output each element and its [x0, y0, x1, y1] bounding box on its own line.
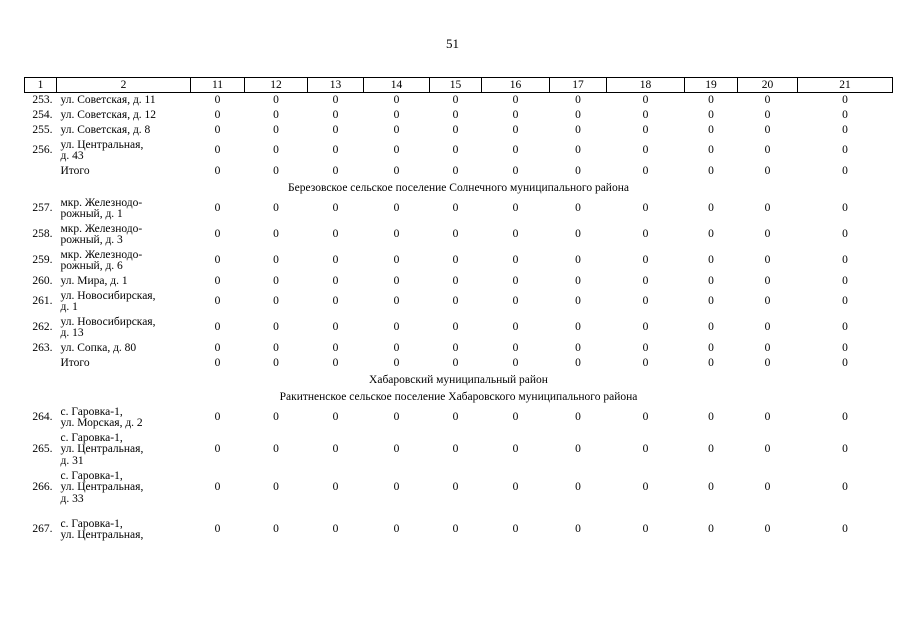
- value-cell: 0: [273, 481, 279, 494]
- value-cell: 0: [214, 321, 221, 334]
- value-cell: 0: [575, 274, 581, 287]
- value-cell: 0: [214, 123, 221, 136]
- value-cell: 0: [842, 411, 848, 424]
- data-table: [24, 77, 893, 553]
- value-cell: 0: [452, 481, 459, 494]
- value-cell: 0: [708, 93, 714, 106]
- address-cell: ул. Советская, д. 8: [60, 123, 151, 136]
- value-cell: 0: [764, 411, 771, 424]
- value-cell: 0: [214, 295, 221, 308]
- table-row: [25, 93, 893, 109]
- value-cell: 0: [214, 202, 221, 215]
- row-number: 265.: [32, 443, 53, 456]
- value-cell: 0: [642, 411, 649, 424]
- table-row: [25, 405, 893, 431]
- value-cell: 0: [452, 202, 459, 215]
- column-header: 15: [430, 78, 482, 93]
- value-cell: 0: [332, 123, 339, 136]
- row-number: 258.: [32, 228, 53, 241]
- value-cell: 0: [764, 202, 771, 215]
- value-cell: 0: [708, 228, 714, 241]
- value-cell: 0: [642, 443, 649, 456]
- section-heading-row: [25, 179, 893, 196]
- value-cell: 0: [708, 123, 714, 136]
- value-cell: 0: [332, 356, 339, 369]
- value-cell: 0: [214, 254, 221, 267]
- value-cell: 0: [512, 164, 519, 177]
- table-header: [25, 78, 893, 93]
- value-cell: 0: [708, 202, 714, 215]
- value-cell: 0: [842, 123, 848, 136]
- table-row: [25, 469, 893, 507]
- value-cell: 0: [842, 93, 848, 106]
- value-cell: 0: [452, 341, 459, 354]
- value-cell: 0: [273, 411, 279, 424]
- value-cell: 0: [273, 93, 279, 106]
- value-cell: 0: [575, 481, 581, 494]
- value-cell: 0: [332, 411, 339, 424]
- value-cell: 0: [512, 123, 519, 136]
- value-cell: 0: [332, 443, 339, 456]
- table-row: [25, 222, 893, 248]
- table-row: [25, 248, 893, 274]
- value-cell: 0: [764, 274, 771, 287]
- value-cell: 0: [393, 341, 400, 354]
- value-cell: 0: [393, 228, 400, 241]
- row-number: 257.: [32, 202, 53, 215]
- value-cell: 0: [642, 228, 649, 241]
- value-cell: 0: [332, 254, 339, 267]
- value-cell: 0: [575, 202, 581, 215]
- address-cell: Итого: [60, 356, 90, 369]
- value-cell: 0: [273, 341, 279, 354]
- value-cell: 0: [512, 321, 519, 334]
- column-header: 13: [308, 78, 364, 93]
- value-cell: 0: [842, 228, 848, 241]
- value-cell: 0: [393, 411, 400, 424]
- value-cell: 0: [842, 108, 848, 121]
- value-cell: 0: [764, 93, 771, 106]
- value-cell: 0: [452, 523, 459, 536]
- value-cell: 0: [452, 164, 459, 177]
- row-number: 267.: [32, 523, 53, 536]
- value-cell: 0: [642, 144, 649, 157]
- value-cell: 0: [452, 254, 459, 267]
- value-cell: 0: [452, 411, 459, 424]
- value-cell: 0: [764, 341, 771, 354]
- value-cell: 0: [452, 321, 459, 334]
- value-cell: 0: [764, 228, 771, 241]
- value-cell: 0: [393, 321, 400, 334]
- value-cell: 0: [575, 356, 581, 369]
- row-number: 255.: [32, 123, 53, 136]
- value-cell: 0: [642, 295, 649, 308]
- column-header: 19: [685, 78, 738, 93]
- table-row: [25, 341, 893, 356]
- value-cell: 0: [512, 443, 519, 456]
- column-header: 21: [798, 78, 893, 93]
- row-number: [25, 164, 57, 179]
- row-number: 253.: [32, 93, 53, 106]
- value-cell: 0: [393, 144, 400, 157]
- address-cell: с. Гаровка-1, ул. Центральная, д. 31: [60, 431, 144, 467]
- value-cell: 0: [642, 523, 649, 536]
- value-cell: 0: [842, 202, 848, 215]
- value-cell: 0: [842, 295, 848, 308]
- value-cell: 0: [642, 93, 649, 106]
- value-cell: 0: [214, 274, 221, 287]
- value-cell: 0: [452, 144, 459, 157]
- value-cell: 0: [393, 123, 400, 136]
- value-cell: 0: [708, 443, 714, 456]
- value-cell: 0: [764, 108, 771, 121]
- column-header: 1: [25, 78, 57, 93]
- value-cell: 0: [764, 164, 771, 177]
- value-cell: 0: [708, 481, 714, 494]
- address-cell: ул. Мира, д. 1: [60, 274, 128, 287]
- value-cell: 0: [273, 144, 279, 157]
- value-cell: 0: [842, 356, 848, 369]
- value-cell: 0: [764, 123, 771, 136]
- column-header: 16: [482, 78, 550, 93]
- value-cell: 0: [452, 93, 459, 106]
- value-cell: 0: [575, 523, 581, 536]
- value-cell: 0: [393, 93, 400, 106]
- value-cell: 0: [393, 108, 400, 121]
- row-number: 262.: [32, 321, 53, 334]
- value-cell: 0: [273, 321, 279, 334]
- value-cell: 0: [512, 295, 519, 308]
- value-cell: 0: [642, 356, 649, 369]
- value-cell: 0: [393, 443, 400, 456]
- section-heading: Ракитненское сельское поселение Хабаровского муниципального района: [279, 390, 638, 403]
- table-row: [25, 138, 893, 164]
- value-cell: 0: [575, 228, 581, 241]
- value-cell: 0: [764, 295, 771, 308]
- table-row: [25, 108, 893, 123]
- value-cell: 0: [708, 274, 714, 287]
- column-header: 12: [245, 78, 308, 93]
- value-cell: 0: [642, 321, 649, 334]
- value-cell: 0: [512, 481, 519, 494]
- value-cell: 0: [575, 443, 581, 456]
- value-cell: 0: [708, 341, 714, 354]
- row-number: 256.: [32, 144, 53, 157]
- value-cell: 0: [273, 254, 279, 267]
- row-number: 259.: [32, 254, 53, 267]
- value-cell: 0: [764, 144, 771, 157]
- address-cell: мкр. Железнодо- рожный, д. 6: [60, 248, 143, 272]
- value-cell: 0: [764, 321, 771, 334]
- value-cell: 0: [452, 443, 459, 456]
- value-cell: 0: [642, 108, 649, 121]
- value-cell: 0: [512, 202, 519, 215]
- value-cell: 0: [273, 274, 279, 287]
- value-cell: 0: [332, 274, 339, 287]
- value-cell: 0: [452, 356, 459, 369]
- value-cell: 0: [708, 164, 714, 177]
- page-number: 51: [446, 36, 459, 51]
- column-header: 20: [738, 78, 798, 93]
- value-cell: 0: [214, 108, 221, 121]
- value-cell: 0: [708, 523, 714, 536]
- value-cell: 0: [642, 123, 649, 136]
- total-row: [25, 356, 893, 371]
- row-number: 260.: [32, 274, 53, 287]
- column-header: 18: [607, 78, 685, 93]
- value-cell: 0: [452, 295, 459, 308]
- value-cell: 0: [642, 341, 649, 354]
- value-cell: 0: [273, 443, 279, 456]
- value-cell: 0: [393, 481, 400, 494]
- value-cell: 0: [575, 411, 581, 424]
- value-cell: 0: [452, 108, 459, 121]
- value-cell: 0: [214, 443, 221, 456]
- value-cell: 0: [842, 254, 848, 267]
- value-cell: 0: [332, 202, 339, 215]
- value-cell: 0: [842, 144, 848, 157]
- value-cell: 0: [393, 295, 400, 308]
- value-cell: 0: [708, 144, 714, 157]
- table-row: [25, 289, 893, 315]
- address-cell: мкр. Железнодо- рожный, д. 3: [60, 222, 143, 246]
- value-cell: 0: [214, 411, 221, 424]
- value-cell: 0: [273, 295, 279, 308]
- column-header: 17: [550, 78, 607, 93]
- value-cell: 0: [393, 254, 400, 267]
- value-cell: 0: [273, 523, 279, 536]
- section-heading-row: [25, 371, 893, 388]
- section-heading: Хабаровский муниципальный район: [369, 373, 548, 386]
- value-cell: 0: [214, 341, 221, 354]
- value-cell: 0: [708, 108, 714, 121]
- address-cell: с. Гаровка-1, ул. Центральная,: [60, 517, 144, 541]
- table-row: [25, 274, 893, 289]
- value-cell: 0: [273, 108, 279, 121]
- value-cell: 0: [332, 144, 339, 157]
- row-number: 266.: [32, 481, 53, 494]
- row-number: [25, 356, 57, 371]
- row-number: 264.: [32, 411, 53, 424]
- value-cell: 0: [393, 523, 400, 536]
- table-row: [25, 315, 893, 341]
- value-cell: 0: [708, 254, 714, 267]
- value-cell: 0: [642, 481, 649, 494]
- value-cell: 0: [332, 341, 339, 354]
- value-cell: 0: [708, 321, 714, 334]
- value-cell: 0: [214, 523, 221, 536]
- address-cell: ул. Новосибирская, д. 13: [60, 315, 156, 339]
- value-cell: 0: [642, 274, 649, 287]
- table-body: [25, 93, 893, 554]
- value-cell: 0: [575, 123, 581, 136]
- row-number: 263.: [32, 341, 53, 354]
- value-cell: 0: [708, 411, 714, 424]
- value-cell: 0: [512, 108, 519, 121]
- value-cell: 0: [764, 443, 771, 456]
- value-cell: 0: [575, 144, 581, 157]
- column-header: 14: [364, 78, 430, 93]
- value-cell: 0: [842, 341, 848, 354]
- value-cell: 0: [512, 93, 519, 106]
- value-cell: 0: [575, 254, 581, 267]
- value-cell: 0: [273, 202, 279, 215]
- address-cell: с. Гаровка-1, ул. Центральная, д. 33: [60, 469, 144, 505]
- value-cell: 0: [512, 356, 519, 369]
- value-cell: 0: [393, 202, 400, 215]
- value-cell: 0: [642, 164, 649, 177]
- value-cell: 0: [273, 123, 279, 136]
- value-cell: 0: [764, 356, 771, 369]
- value-cell: 0: [332, 164, 339, 177]
- address-cell: мкр. Железнодо- рожный, д. 1: [60, 196, 143, 220]
- value-cell: 0: [332, 523, 339, 536]
- value-cell: 0: [512, 523, 519, 536]
- value-cell: 0: [842, 443, 848, 456]
- value-cell: 0: [642, 202, 649, 215]
- address-cell: с. Гаровка-1, ул. Морская, д. 2: [60, 405, 143, 429]
- value-cell: 0: [332, 93, 339, 106]
- value-cell: 0: [214, 356, 221, 369]
- section-heading: Березовское сельское поселение Солнечного муниципального района: [288, 181, 629, 194]
- column-header: 2: [57, 78, 191, 93]
- value-cell: 0: [393, 164, 400, 177]
- address-cell: ул. Советская, д. 12: [60, 108, 157, 121]
- row-number: 261.: [32, 295, 53, 308]
- row-number: 254.: [32, 108, 53, 121]
- total-row: [25, 164, 893, 179]
- value-cell: 0: [452, 123, 459, 136]
- value-cell: 0: [332, 108, 339, 121]
- address-cell: ул. Новосибирская, д. 1: [60, 289, 156, 313]
- value-cell: 0: [575, 295, 581, 308]
- value-cell: 0: [575, 321, 581, 334]
- value-cell: 0: [273, 228, 279, 241]
- value-cell: 0: [214, 144, 221, 157]
- address-cell: Итого: [60, 164, 90, 177]
- value-cell: 0: [575, 341, 581, 354]
- value-cell: 0: [332, 321, 339, 334]
- value-cell: 0: [575, 164, 581, 177]
- value-cell: 0: [452, 274, 459, 287]
- value-cell: 0: [214, 164, 221, 177]
- column-header: 11: [191, 78, 245, 93]
- value-cell: 0: [273, 164, 279, 177]
- value-cell: 0: [512, 411, 519, 424]
- address-cell: ул. Сопка, д. 80: [60, 341, 137, 354]
- value-cell: 0: [512, 228, 519, 241]
- value-cell: 0: [842, 321, 848, 334]
- value-cell: 0: [214, 481, 221, 494]
- value-cell: 0: [512, 274, 519, 287]
- value-cell: 0: [642, 254, 649, 267]
- value-cell: 0: [273, 356, 279, 369]
- value-cell: 0: [842, 164, 848, 177]
- value-cell: 0: [764, 254, 771, 267]
- value-cell: 0: [708, 356, 714, 369]
- value-cell: 0: [512, 144, 519, 157]
- section-heading-row: [25, 388, 893, 405]
- value-cell: 0: [575, 108, 581, 121]
- table-row: [25, 507, 893, 553]
- table-row: [25, 196, 893, 222]
- value-cell: 0: [332, 228, 339, 241]
- value-cell: 0: [764, 523, 771, 536]
- address-cell: ул. Центральная, д. 43: [60, 138, 144, 162]
- value-cell: 0: [512, 254, 519, 267]
- value-cell: 0: [708, 295, 714, 308]
- value-cell: 0: [332, 295, 339, 308]
- value-cell: 0: [332, 481, 339, 494]
- value-cell: 0: [393, 274, 400, 287]
- value-cell: 0: [393, 356, 400, 369]
- value-cell: 0: [842, 274, 848, 287]
- value-cell: 0: [575, 93, 581, 106]
- value-cell: 0: [452, 228, 459, 241]
- value-cell: 0: [842, 523, 848, 536]
- table-row: [25, 123, 893, 138]
- value-cell: 0: [842, 481, 848, 494]
- address-cell: ул. Советская, д. 11: [60, 93, 156, 106]
- value-cell: 0: [512, 341, 519, 354]
- value-cell: 0: [214, 93, 221, 106]
- value-cell: 0: [764, 481, 771, 494]
- value-cell: 0: [214, 228, 221, 241]
- table-row: [25, 431, 893, 469]
